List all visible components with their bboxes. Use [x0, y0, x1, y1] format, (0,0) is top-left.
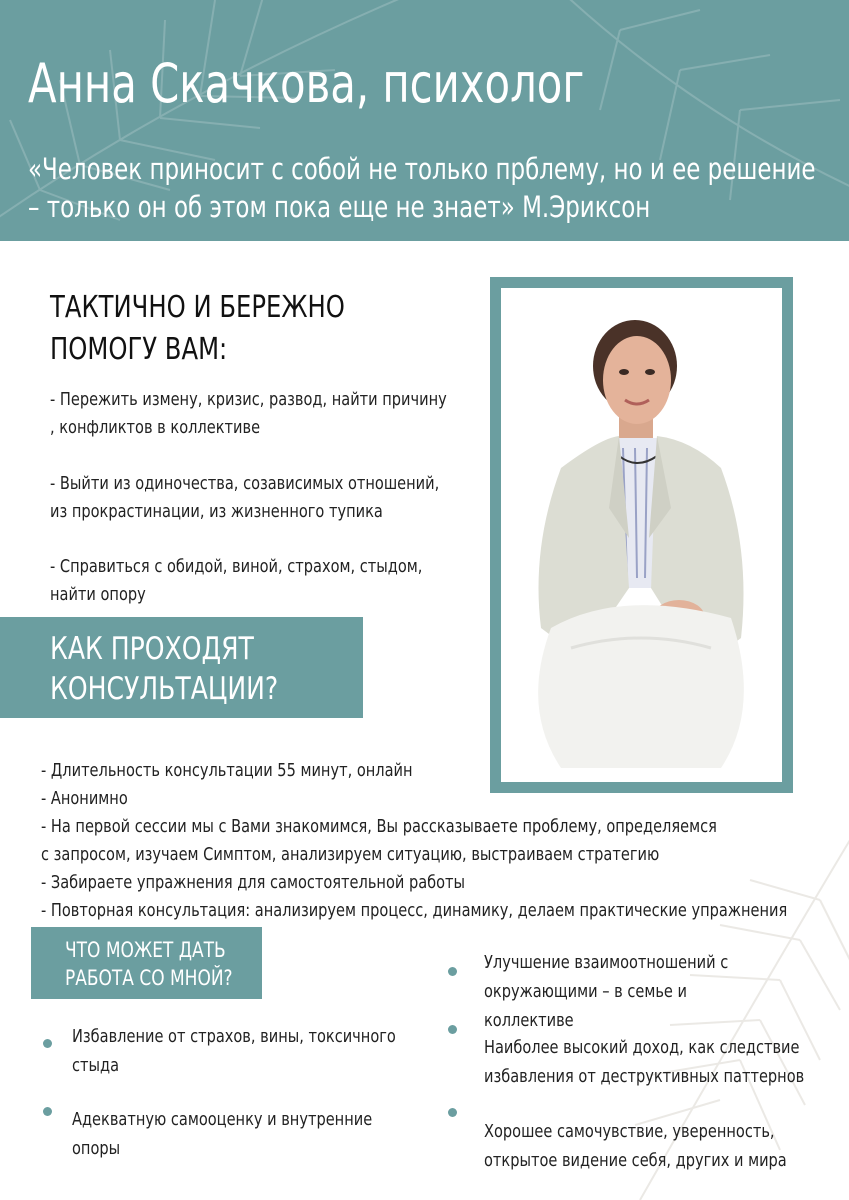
benefits-banner	[31, 927, 262, 999]
help-item: - Справиться с обидой, виной, страхом, стыдом, найти опору	[50, 556, 423, 605]
photo-frame	[490, 277, 793, 793]
list-item: - Повторная консультация: анализируем процесс, динамику, делаем практические упражнения	[41, 900, 788, 921]
bullet-icon	[448, 1025, 457, 1034]
benefit-item: Хорошее самочувствие, уверенность, открытое видение себя, других и мира	[484, 1121, 787, 1171]
page-title: Анна Скачкова, психолог	[28, 52, 585, 115]
benefit-item: Адекватную самооценку и внутренние опоры	[72, 1109, 373, 1159]
header-banner	[0, 0, 849, 241]
list-item: - На первой сессии мы с Вами знакомимся, Вы рассказываете проблему, определяемся	[41, 816, 717, 837]
consultation-banner	[0, 617, 363, 718]
benefit-item: Улучшение взаимоотношений с окружающими – в семье и коллективе	[484, 952, 729, 1031]
help-item: - Пережить измену, кризис, развод, найти причину , конфликтов в коллективе	[50, 389, 447, 438]
benefit-item: Наиболее высокий доход, как следствие избавления от деструктивных паттернов	[484, 1037, 805, 1087]
consultation-title: КАК ПРОХОДЯТ КОНСУЛЬТАЦИИ?	[50, 631, 279, 707]
help-section-title: ТАКТИЧНО И БЕРЕЖНО ПОМОГУ ВАМ:	[50, 290, 345, 367]
bullet-icon	[43, 1039, 52, 1048]
list-item: с запросом, изучаем Симптом, анализируем ситуацию, выстраиваем стратегию	[41, 844, 660, 865]
bullet-icon	[448, 1108, 457, 1117]
header-quote: «Человек приносит с собой не только прблему, но и ее решение – только он об этом пока еще не знает» М.Эриксон	[28, 152, 816, 224]
portrait-photo	[501, 288, 782, 782]
help-item: - Выйти из одиночества, созависимых отношений, из прокрастинации, из жизненного тупика	[50, 473, 440, 522]
portrait-illustration	[501, 288, 782, 782]
benefits-title: ЧТО МОЖЕТ ДАТЬ РАБОТА СО МНОЙ?	[65, 938, 233, 990]
list-item: - Длительность консультации 55 минут, онлайн	[41, 760, 413, 781]
bullet-icon	[43, 1107, 52, 1116]
benefit-item: Избавление от страхов, вины, токсичного стыда	[72, 1026, 396, 1076]
bullet-icon	[448, 967, 457, 976]
list-item: - Забираете упражнения для самостоятельной работы	[41, 872, 466, 893]
list-item: - Анонимно	[41, 788, 128, 809]
